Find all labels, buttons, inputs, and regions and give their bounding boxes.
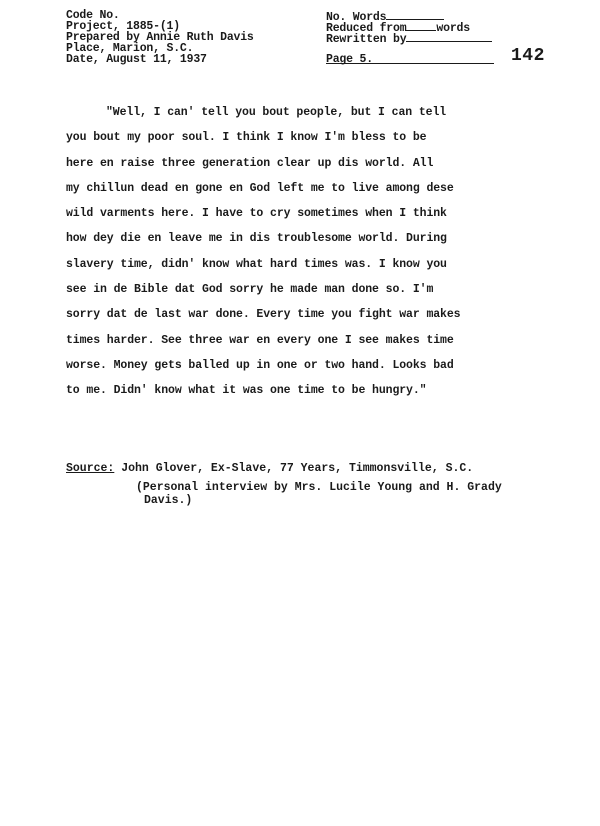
source-continuation: (Personal interview by Mrs. Lucile Young and H. Grady: [136, 481, 502, 494]
body-line: slavery time, didn' know what hard times was. I know you: [66, 257, 447, 271]
body-line: to me. Didn' know what it was one time to be hungry.": [66, 384, 427, 398]
body-line: see in de Bible dat God sorry he made man done so. I'm: [66, 283, 434, 297]
header-reduced-from: Reduced from: [326, 22, 407, 35]
header-no-words-line: [326, 10, 492, 24]
page-rule: [326, 63, 494, 64]
source-label: Source:: [66, 462, 115, 475]
body-line: you bout my poor soul. I think I know I'm bless to be: [66, 131, 427, 145]
header-rewritten-line: [326, 32, 492, 46]
source-line: [66, 456, 502, 481]
header-project: Project, 1885-(1): [66, 20, 180, 33]
rewritten-blank: [406, 32, 492, 42]
header-reduced-line: [326, 21, 492, 35]
source-citation: [66, 456, 502, 507]
page-number: 142: [511, 46, 545, 66]
body-line: how dey die en leave me in dis troublesome world. During: [66, 232, 447, 246]
body-line: wild varments here. I have to cry sometimes when I think: [66, 207, 447, 221]
header-right: [326, 10, 492, 65]
header-date: Date, August 11, 1937: [66, 53, 207, 66]
body-line: here en raise three generation clear up dis world. All: [66, 156, 434, 170]
body-line: my chillun dead en gone en God left me to live among dese: [66, 181, 454, 195]
header-page: Page 5.: [326, 53, 373, 66]
narrative-body: [66, 100, 536, 404]
header-no-words: No. Words: [326, 11, 387, 24]
header-rewritten-by: Rewritten by: [326, 33, 407, 46]
source-text: John Glover, Ex-Slave, 77 Years, Timmonsville, S.C.: [114, 462, 474, 475]
no-words-blank: [386, 10, 444, 20]
header-code-no: Code No.: [66, 9, 120, 22]
body-line: sorry dat de last war done. Every time you fight war makes: [66, 308, 461, 322]
header-left: [66, 10, 254, 65]
header-prepared-by: Prepared by Annie Ruth Davis: [66, 31, 254, 44]
body-line: times harder. See three war en every one I see makes time: [66, 333, 454, 347]
source-continuation: Davis.): [144, 494, 193, 507]
header-reduced-words: words: [436, 22, 470, 35]
body-line: "Well, I can' tell you bout people, but I can tell: [106, 106, 447, 119]
header-place: Place, Marion, S.C.: [66, 42, 194, 55]
body-line: worse. Money gets balled up in one or two hand. Looks bad: [66, 358, 454, 372]
reduced-blank: [406, 21, 436, 31]
